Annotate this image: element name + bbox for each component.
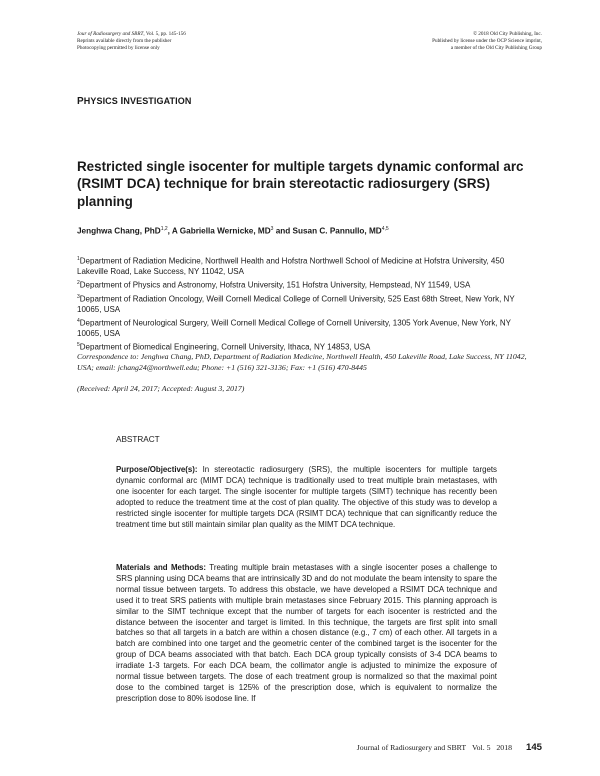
- affiliations: [77, 254, 537, 354]
- running-header-left: [77, 31, 297, 52]
- paper-title: Restricted single isocenter for multiple targets dynamic conformal arc (RSIMT DCA) technique for brain stereotactic radiosurgery (SRS) planning: [77, 159, 524, 209]
- journal-citation: [77, 31, 297, 38]
- section-word-2: NVESTIGATION: [123, 96, 192, 106]
- footer-journal: Journal of Radiosurgery and SBRT: [356, 743, 467, 752]
- affiliation-text: Department of Physics and Astronomy, Hofstra University, 151 Hofstra University, Hempstead, NY 11549, USA: [79, 280, 471, 290]
- running-header-right: [302, 31, 542, 52]
- affiliation-number: 1: [77, 256, 80, 262]
- affiliation-number: 4: [77, 317, 80, 324]
- volume-pages: , Vol. 5, pp. 145-156: [143, 31, 186, 37]
- affiliation-number: 3: [77, 293, 80, 300]
- methods-label: Materials and Methods:: [116, 563, 207, 572]
- affiliation: [77, 292, 537, 316]
- license-line: Published by license under the OCP Science imprint,: [432, 38, 542, 44]
- footer-volume: Vol. 5: [472, 743, 491, 752]
- page-footer: [357, 742, 542, 753]
- reprint-note: Reprints available directly from the publisher: [77, 38, 172, 44]
- author-2-affil: 3: [270, 226, 274, 232]
- section-initial-1: P: [77, 96, 84, 107]
- author-1-affil: 1,2: [160, 226, 168, 232]
- copyright-line: © 2018 Old City Publishing, Inc.: [473, 31, 542, 37]
- purpose-text: In stereotactic radiosurgery (SRS), the multiple isocenters for multiple targets dynamic conformal arc (MIMT DCA) technique is traditionally used to treat multiple brain metastases, with one isocenter for each target. The single isocenter for multiple targets (SIMT) technique has recently been adopted to reduce the treatment time at the cost of plan quality. The objective of this study was to develop a restricted single isocenter for multiple targets DCA (RSIMT DCA) technique that can significantly reduce the treatment time but still maintain similar plan quality as the MIMT DCA technique.: [116, 465, 497, 529]
- journal-name: Jour of Radiosurgery and SBRT: [77, 31, 144, 37]
- author-2: , A Gabriella Wernicke, MD: [167, 226, 271, 236]
- publisher-group-line: a member of the Old City Publishing Group: [450, 45, 542, 51]
- section-word-1: HYSICS: [83, 96, 118, 106]
- author-1: Jenghwa Chang, PhD: [77, 226, 161, 236]
- affiliation-number: 2: [77, 280, 80, 287]
- affiliation-text: Department of Biomedical Engineering, Cornell University, Ithaca, NY 14853, USA: [79, 342, 371, 352]
- photocopy-note: Photocopying permitted by license only: [77, 45, 160, 51]
- affiliation-text: Department of Radiation Oncology, Weill Cornell Medical College of Cornell University, 525 East 68th Street, New York, NY 10065, USA: [77, 294, 515, 315]
- correspondence: Correspondence to: Jenghwa Chang, PhD, Department of Radiation Medicine, Northwell Health, 450 Lakeville Road, Lake Success, NY 11042, USA; email: jchang24@northwell.edu; Phone: +1 (516) 321-3136; Fax: +1 (516) 470-8445: [77, 352, 527, 372]
- abstract-methods-paragraph: [116, 563, 497, 705]
- author-3: and Susan C. Pannullo, MD: [273, 226, 382, 236]
- section-label: [77, 96, 191, 107]
- abstract-purpose-paragraph: [116, 465, 497, 530]
- received-dates: (Received: April 24, 2017; Accepted: August 3, 2017): [77, 384, 245, 393]
- affiliation: [77, 254, 537, 278]
- affiliation-text: Department of Radiation Medicine, Northwell Health and Hofstra Northwell School of Medicine at Hofstra University, 450 Lakeville Road, Lake Success, NY 11042, USA: [77, 256, 505, 277]
- purpose-label: Purpose/Objective(s):: [116, 465, 198, 474]
- affiliation-number: 5: [77, 342, 80, 349]
- affiliation: [77, 316, 537, 340]
- affiliation: [77, 278, 537, 291]
- footer-year: 2018: [496, 743, 512, 752]
- author-3-affil: 4,5: [381, 226, 389, 232]
- affiliation-text: Department of Neurological Surgery, Weill Cornell Medical College of Cornell University, 1305 York Avenue, New York, NY 10065, USA: [77, 318, 511, 339]
- methods-text: Treating multiple brain metastases with a single isocenter poses a challenge to SRS planning using DCA beams that are intrinsically 3D and do not modulate the beam intensity to spare the normal tissue between targets. To address this obstacle, we have developed a RSIMT DCA technique and used it to treat SRS patients with multiple brain metastases since February 2015. This planning approach is similar to the SIMT technique except that the number of targets for each isocenter is restricted and the distance between the isocenter and target is limited. In this technique, the targets are first split into small batches so that all targets in a batch are within a chosen distance (e.g., 7 cm) of each other. All targets in a batch are combined into one target and the geometric center of the combined target is the isocenter for the group of DCA beams associated with that batch. Each DCA group typically consists of 3-4 DCA beams to irradiate 1-3 targets. For each DCA beam, the collimator angle is adjusted to minimize the exposure of normal tissue between targets. The dose of each treatment group is normalized so that the maximal point dose to the combined target is 125% of the prescription dose, which is equivalent to normalize the prescription dose to 80% isodose line. If: [116, 563, 498, 703]
- section-initial-2: I: [120, 96, 124, 107]
- page-number: 145: [525, 742, 542, 753]
- author-list: [77, 226, 537, 236]
- abstract-heading: ABSTRACT: [116, 435, 160, 444]
